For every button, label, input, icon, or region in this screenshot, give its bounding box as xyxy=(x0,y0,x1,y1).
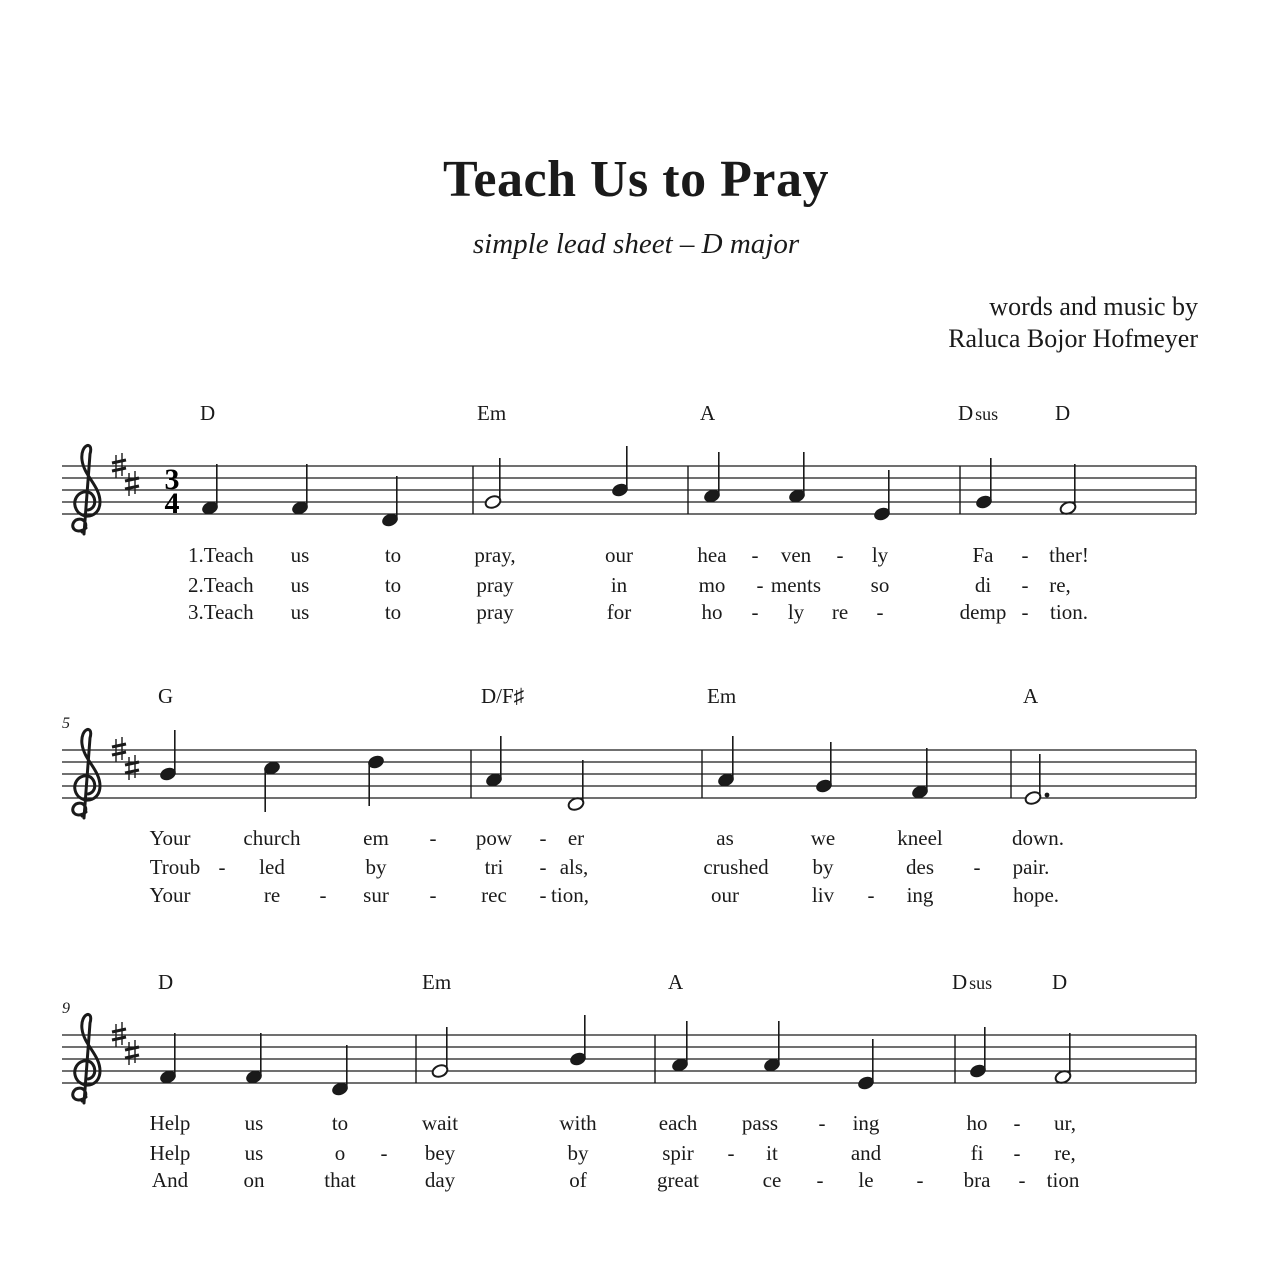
chord-symbol: G xyxy=(158,684,174,708)
note xyxy=(569,1015,587,1067)
lyric-syllable: Fa xyxy=(972,543,994,567)
lyric-syllable: ur, xyxy=(1054,1111,1076,1135)
lyric-syllable: Help xyxy=(149,1141,191,1165)
syllable-hyphen: - xyxy=(1021,600,1029,624)
lyric-syllable: pray, xyxy=(474,543,516,567)
syllable-hyphen: - xyxy=(916,1168,924,1192)
lyric-syllable: ing xyxy=(906,883,934,907)
syllable-hyphen: - xyxy=(319,883,327,907)
lyric-syllable: so xyxy=(870,573,890,597)
chord-symbol: D/F♯ xyxy=(481,684,525,708)
lyric-syllable: that xyxy=(324,1168,356,1192)
sharp-icon xyxy=(125,1040,139,1065)
syllable-hyphen: - xyxy=(1013,1111,1021,1135)
lyric-syllable: demp xyxy=(959,600,1007,624)
lyric-syllable: day xyxy=(424,1168,456,1192)
lyric-syllable: as xyxy=(716,826,734,850)
measure-number: 9 xyxy=(62,1000,70,1017)
lyric-syllable: Help xyxy=(149,1111,191,1135)
note xyxy=(159,730,177,782)
lyric-syllable: by xyxy=(365,855,387,879)
sharp-icon xyxy=(125,471,139,496)
lyric-syllable: pow xyxy=(475,826,513,850)
lyric-syllable: us xyxy=(244,1141,264,1165)
lyric-syllable: pair. xyxy=(1012,855,1050,879)
chord-symbol: D sus xyxy=(952,970,993,994)
lyric-syllable: o xyxy=(334,1141,346,1165)
lyric-syllable: hope. xyxy=(1012,883,1060,907)
chord-symbol: A xyxy=(668,970,684,994)
lyric-syllable: ly xyxy=(787,600,805,624)
chord-symbol: A xyxy=(1023,684,1039,708)
lyric-syllable: Your xyxy=(149,826,191,850)
syllable-hyphen: - xyxy=(539,855,547,879)
syllable-hyphen: - xyxy=(1021,543,1029,567)
lyric-syllable: kneel xyxy=(897,826,943,850)
chord-symbol: Em xyxy=(477,401,507,425)
lyric-syllable: us xyxy=(244,1111,264,1135)
lyric-syllable: we xyxy=(810,826,836,850)
lyric-syllable: Your xyxy=(149,883,191,907)
syllable-hyphen: - xyxy=(539,826,547,850)
lyric-syllable: ce xyxy=(762,1168,782,1192)
syllable-hyphen: - xyxy=(751,543,759,567)
lyric-syllable: pray xyxy=(476,600,514,624)
lyric-syllable: with xyxy=(559,1111,597,1135)
lyric-syllable: ly xyxy=(871,543,889,567)
chord-symbol: D xyxy=(1055,401,1071,425)
syllable-hyphen: - xyxy=(818,1111,826,1135)
syllable-hyphen: - xyxy=(218,855,226,879)
augmentation-dot xyxy=(1045,793,1050,798)
time-signature-bottom: 4 xyxy=(164,487,180,520)
syllable-hyphen: - xyxy=(380,1141,388,1165)
lyric-syllable: fi xyxy=(970,1141,984,1165)
lyric-syllable: and xyxy=(850,1141,882,1165)
lyric-syllable: pass xyxy=(741,1111,779,1135)
lyric-syllable: for xyxy=(606,600,632,624)
lyric-syllable: liv xyxy=(811,883,835,907)
chord-symbol: D xyxy=(158,970,174,994)
lyric-syllable: us xyxy=(290,573,310,597)
syllable-hyphen: - xyxy=(876,600,884,624)
time-signature-top: 3 xyxy=(164,463,180,496)
lyric-syllable: le xyxy=(858,1168,874,1192)
lyric-syllable: in xyxy=(610,573,628,597)
credit-line-1: words and music by xyxy=(989,292,1198,321)
chord-symbol: D xyxy=(200,401,216,425)
lyric-syllable: bey xyxy=(424,1141,456,1165)
syllable-hyphen: - xyxy=(1013,1141,1021,1165)
lyric-syllable: us xyxy=(290,543,310,567)
lyric-syllable: great xyxy=(657,1168,699,1192)
lyric-syllable: 1.Teach xyxy=(188,543,254,567)
syllable-hyphen: - xyxy=(1018,1168,1026,1192)
lyric-syllable: pray xyxy=(476,573,514,597)
syllable-hyphen: - xyxy=(867,883,875,907)
lyric-syllable: of xyxy=(569,1168,587,1192)
staff-system xyxy=(62,970,1196,1192)
syllable-hyphen: - xyxy=(429,826,437,850)
lyric-syllable: tion, xyxy=(551,883,589,907)
lyric-syllable: em xyxy=(363,826,389,850)
sharp-icon xyxy=(125,755,139,780)
lyric-syllable: er xyxy=(567,826,585,850)
lyric-syllable: ven xyxy=(780,543,812,567)
composer-name: Raluca Bojor Hofmeyer xyxy=(948,324,1198,353)
subtitle: simple lead sheet – D major xyxy=(472,228,800,260)
lyric-syllable: ments xyxy=(770,573,822,597)
chord-symbol: A xyxy=(700,401,716,425)
syllable-hyphen: - xyxy=(1021,573,1029,597)
staff-system xyxy=(62,401,1196,624)
lyric-syllable: rec xyxy=(481,883,507,907)
chord-symbol: Em xyxy=(707,684,737,708)
lyric-syllable: mo xyxy=(698,573,726,597)
lyric-syllable: each xyxy=(658,1111,698,1135)
lyric-syllable: re xyxy=(831,600,849,624)
syllable-hyphen: - xyxy=(751,600,759,624)
lyric-syllable: on xyxy=(243,1168,265,1192)
lyric-syllable: ther! xyxy=(1049,543,1089,567)
lyric-syllable: our xyxy=(711,883,739,907)
chord-symbol: D xyxy=(1052,970,1068,994)
page-title: Teach Us to Pray xyxy=(443,151,829,208)
lyric-syllable: tion xyxy=(1046,1168,1080,1192)
lyric-syllable: to xyxy=(331,1111,349,1135)
syllable-hyphen: - xyxy=(727,1141,735,1165)
lyric-syllable: hea xyxy=(697,543,727,567)
lyric-syllable: crushed xyxy=(703,855,769,879)
lyric-syllable: to xyxy=(384,600,402,624)
staff-system xyxy=(62,684,1196,907)
lyric-syllable: it xyxy=(766,1141,778,1165)
lyric-syllable: our xyxy=(605,543,633,567)
syllable-hyphen: - xyxy=(539,883,547,907)
lyric-syllable: re, xyxy=(1049,573,1071,597)
note xyxy=(611,446,629,498)
chord-symbol: D sus xyxy=(958,401,999,425)
lyric-syllable: Troub xyxy=(149,855,201,879)
measure-number: 5 xyxy=(62,715,70,732)
lyric-syllable: to xyxy=(384,573,402,597)
lyric-syllable: re xyxy=(263,883,281,907)
lyric-syllable: des xyxy=(906,855,934,879)
lyric-syllable: by xyxy=(812,855,834,879)
lyric-syllable: 2.Teach xyxy=(188,573,254,597)
lyric-syllable: re, xyxy=(1054,1141,1076,1165)
lyric-syllable: tion. xyxy=(1050,600,1088,624)
lyric-syllable: ho xyxy=(966,1111,988,1135)
lyric-syllable: us xyxy=(290,600,310,624)
lyric-syllable: church xyxy=(243,826,301,850)
syllable-hyphen: - xyxy=(816,1168,824,1192)
lyric-syllable: led xyxy=(259,855,285,879)
lyric-syllable: als, xyxy=(559,855,589,879)
lyric-syllable: And xyxy=(151,1168,189,1192)
syllable-hyphen: - xyxy=(973,855,981,879)
lyric-syllable: to xyxy=(384,543,402,567)
lyric-syllable: ing xyxy=(852,1111,880,1135)
lyric-syllable: by xyxy=(567,1141,589,1165)
lyric-syllable: wait xyxy=(421,1111,459,1135)
lyric-syllable: tri xyxy=(484,855,504,879)
lyric-syllable: ho xyxy=(701,600,723,624)
lyric-syllable: di xyxy=(974,573,992,597)
lyric-syllable: spir xyxy=(662,1141,694,1165)
syllable-hyphen: - xyxy=(429,883,437,907)
syllable-hyphen: - xyxy=(836,543,844,567)
lyric-syllable: down. xyxy=(1012,826,1064,850)
syllable-hyphen: - xyxy=(756,573,764,597)
lyric-syllable: bra xyxy=(963,1168,991,1192)
lyric-syllable: 3.Teach xyxy=(188,600,254,624)
chord-symbol: Em xyxy=(422,970,452,994)
lyric-syllable: sur xyxy=(363,883,389,907)
